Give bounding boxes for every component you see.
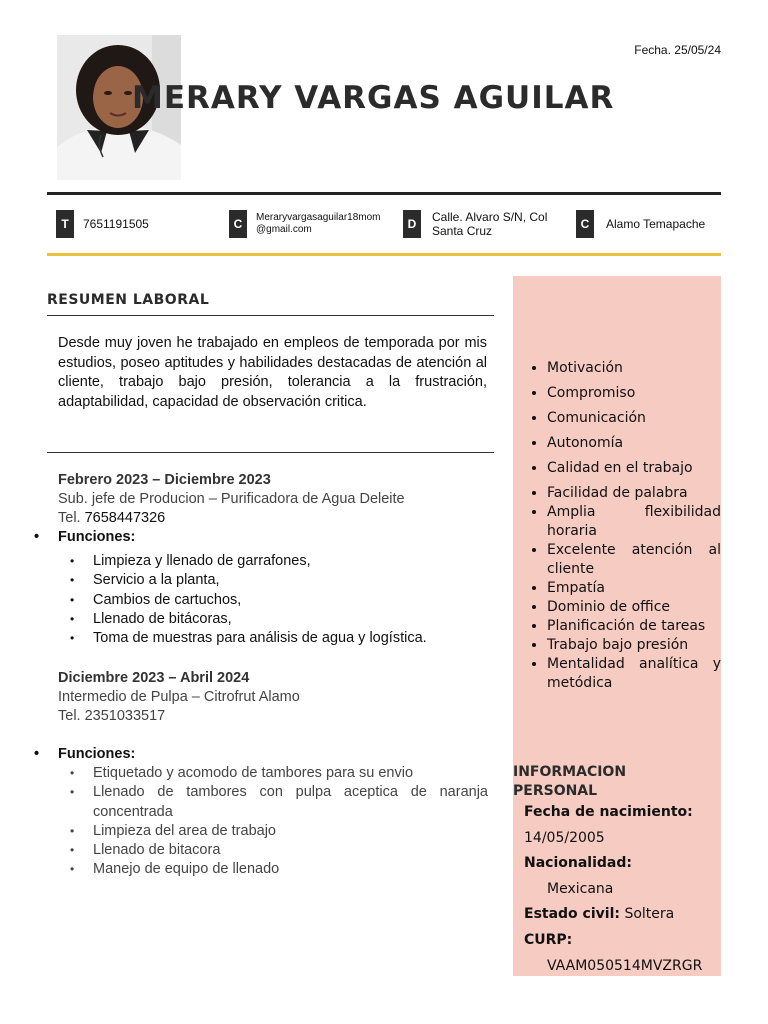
contact-email-line1: Meraryvargasaguilar18mom: [256, 212, 381, 223]
task-item: • Servicio a la planta,: [58, 571, 498, 590]
skill-item: • Comunicación: [547, 409, 721, 428]
job-dates: Febrero 2023 – Diciembre 2023: [58, 472, 271, 488]
email-icon: C: [229, 210, 247, 238]
bullet: •: [34, 529, 40, 545]
curp-value: VAAM050514MVZRGR: [547, 958, 703, 974]
contact-email: [256, 212, 381, 236]
birth-label: Fecha de nacimiento:: [524, 804, 693, 820]
contact-address-line2: Santa Cruz: [432, 224, 493, 238]
nationality-row: [524, 855, 632, 871]
functions-label: [34, 528, 498, 547]
civil-label: Estado civil:: [524, 906, 620, 922]
task-item: • Cambios de cartuchos,: [58, 591, 498, 610]
city-icon: C: [576, 210, 594, 238]
job-role: Sub. jefe de Producion – Purificadora de Agua Deleite: [58, 491, 405, 507]
accent-divider: [47, 253, 721, 256]
resumen-divider: [47, 315, 494, 316]
contact-address-line1: Calle. Alvaro S/N, Col: [432, 210, 548, 224]
summary-text: Desde muy joven he trabajado en empleos de temporada por mis estudios, poseo aptitudes y habilidades destacadas de atención al cliente, trabajo bajo presión, tolerancia a la frustración, adaptabilidad, capacidad de observación critica.: [58, 335, 487, 410]
bullet: •: [34, 746, 40, 762]
address-icon: D: [403, 210, 421, 238]
job-entry-2: [34, 669, 488, 880]
skills-list: [547, 359, 721, 693]
job-phone: [58, 707, 488, 726]
sidebar: [513, 276, 721, 976]
functions-label-text: Funciones:: [58, 746, 136, 762]
birth-row: [524, 804, 693, 820]
task-item: • Llenado de tambores con pulpa aceptica de naranja concentrada: [58, 783, 488, 822]
date-line: [634, 43, 721, 57]
task-item: • Etiquetado y acomodo de tambores para su envio: [58, 764, 488, 783]
date-value: 25/05/24: [674, 43, 721, 57]
curp-label: CURP:: [524, 932, 573, 948]
skill-item: • Mentalidad analítica y metódica: [547, 655, 721, 693]
job-dates: Diciembre 2023 – Abril 2024: [58, 670, 250, 686]
skill-item: • Planificación de tareas: [547, 617, 721, 636]
top-divider: [47, 192, 721, 195]
job-phone: [58, 509, 498, 528]
skill-item: • Amplia flexibilidad horaria: [547, 503, 721, 541]
civil-row: [524, 906, 674, 922]
task-item: • Limpieza y llenado de garrafones,: [58, 552, 498, 571]
skill-item: • Trabajo bajo presión: [547, 636, 721, 655]
contact-city: Alamo Temapache: [606, 217, 706, 231]
job-phone-number: 7658447326: [84, 510, 166, 526]
phone-icon: T: [56, 210, 74, 238]
job-phone-number: 2351033517: [84, 708, 166, 724]
civil-value: Soltera: [624, 906, 675, 922]
curp-row: [524, 932, 572, 948]
job-entry-1: [34, 471, 498, 648]
job-phone-label: Tel.: [58, 510, 81, 526]
skill-item: • Calidad en el trabajo: [547, 459, 721, 478]
nationality-label: Nacionalidad:: [524, 855, 632, 871]
contact-address: [432, 210, 547, 238]
task-item: • Manejo de equipo de llenado: [58, 860, 488, 879]
skill-item: • Excelente atención al cliente: [547, 541, 721, 579]
skill-item: • Empatía: [547, 579, 721, 598]
applicant-name: MERARY VARGAS AGUILAR: [132, 80, 615, 116]
task-item: • Llenado de bitácoras,: [58, 610, 498, 629]
section-title-resumen: RESUMEN LABORAL: [47, 292, 210, 308]
task-item: • Limpieza del area de trabajo: [58, 822, 488, 841]
contact-phone: 7651191505: [83, 217, 149, 231]
skill-item: • Autonomía: [547, 434, 721, 453]
nationality-value: Mexicana: [547, 881, 614, 897]
functions-label: [34, 745, 488, 764]
skill-item: • Facilidad de palabra: [547, 484, 721, 503]
job-phone-label: Tel.: [58, 708, 81, 724]
personal-info-title: INFORMACION PERSONAL: [513, 764, 627, 799]
contact-email-line2: @gmail.com: [256, 224, 312, 235]
task-item: • Llenado de bitacora: [58, 841, 488, 860]
task-list: [58, 764, 488, 880]
job-role: Intermedio de Pulpa – Citrofrut Alamo: [58, 689, 300, 705]
task-item: • Toma de muestras para análisis de agua y logística.: [58, 629, 498, 648]
task-list: [58, 552, 498, 648]
experience-divider: [47, 452, 494, 453]
skill-item: • Compromiso: [547, 384, 721, 403]
date-label: Fecha.: [634, 43, 671, 57]
functions-label-text: Funciones:: [58, 529, 136, 545]
skill-item: • Dominio de office: [547, 598, 721, 617]
birth-value: 14/05/2005: [524, 830, 605, 846]
skill-item: • Motivación: [547, 359, 721, 378]
